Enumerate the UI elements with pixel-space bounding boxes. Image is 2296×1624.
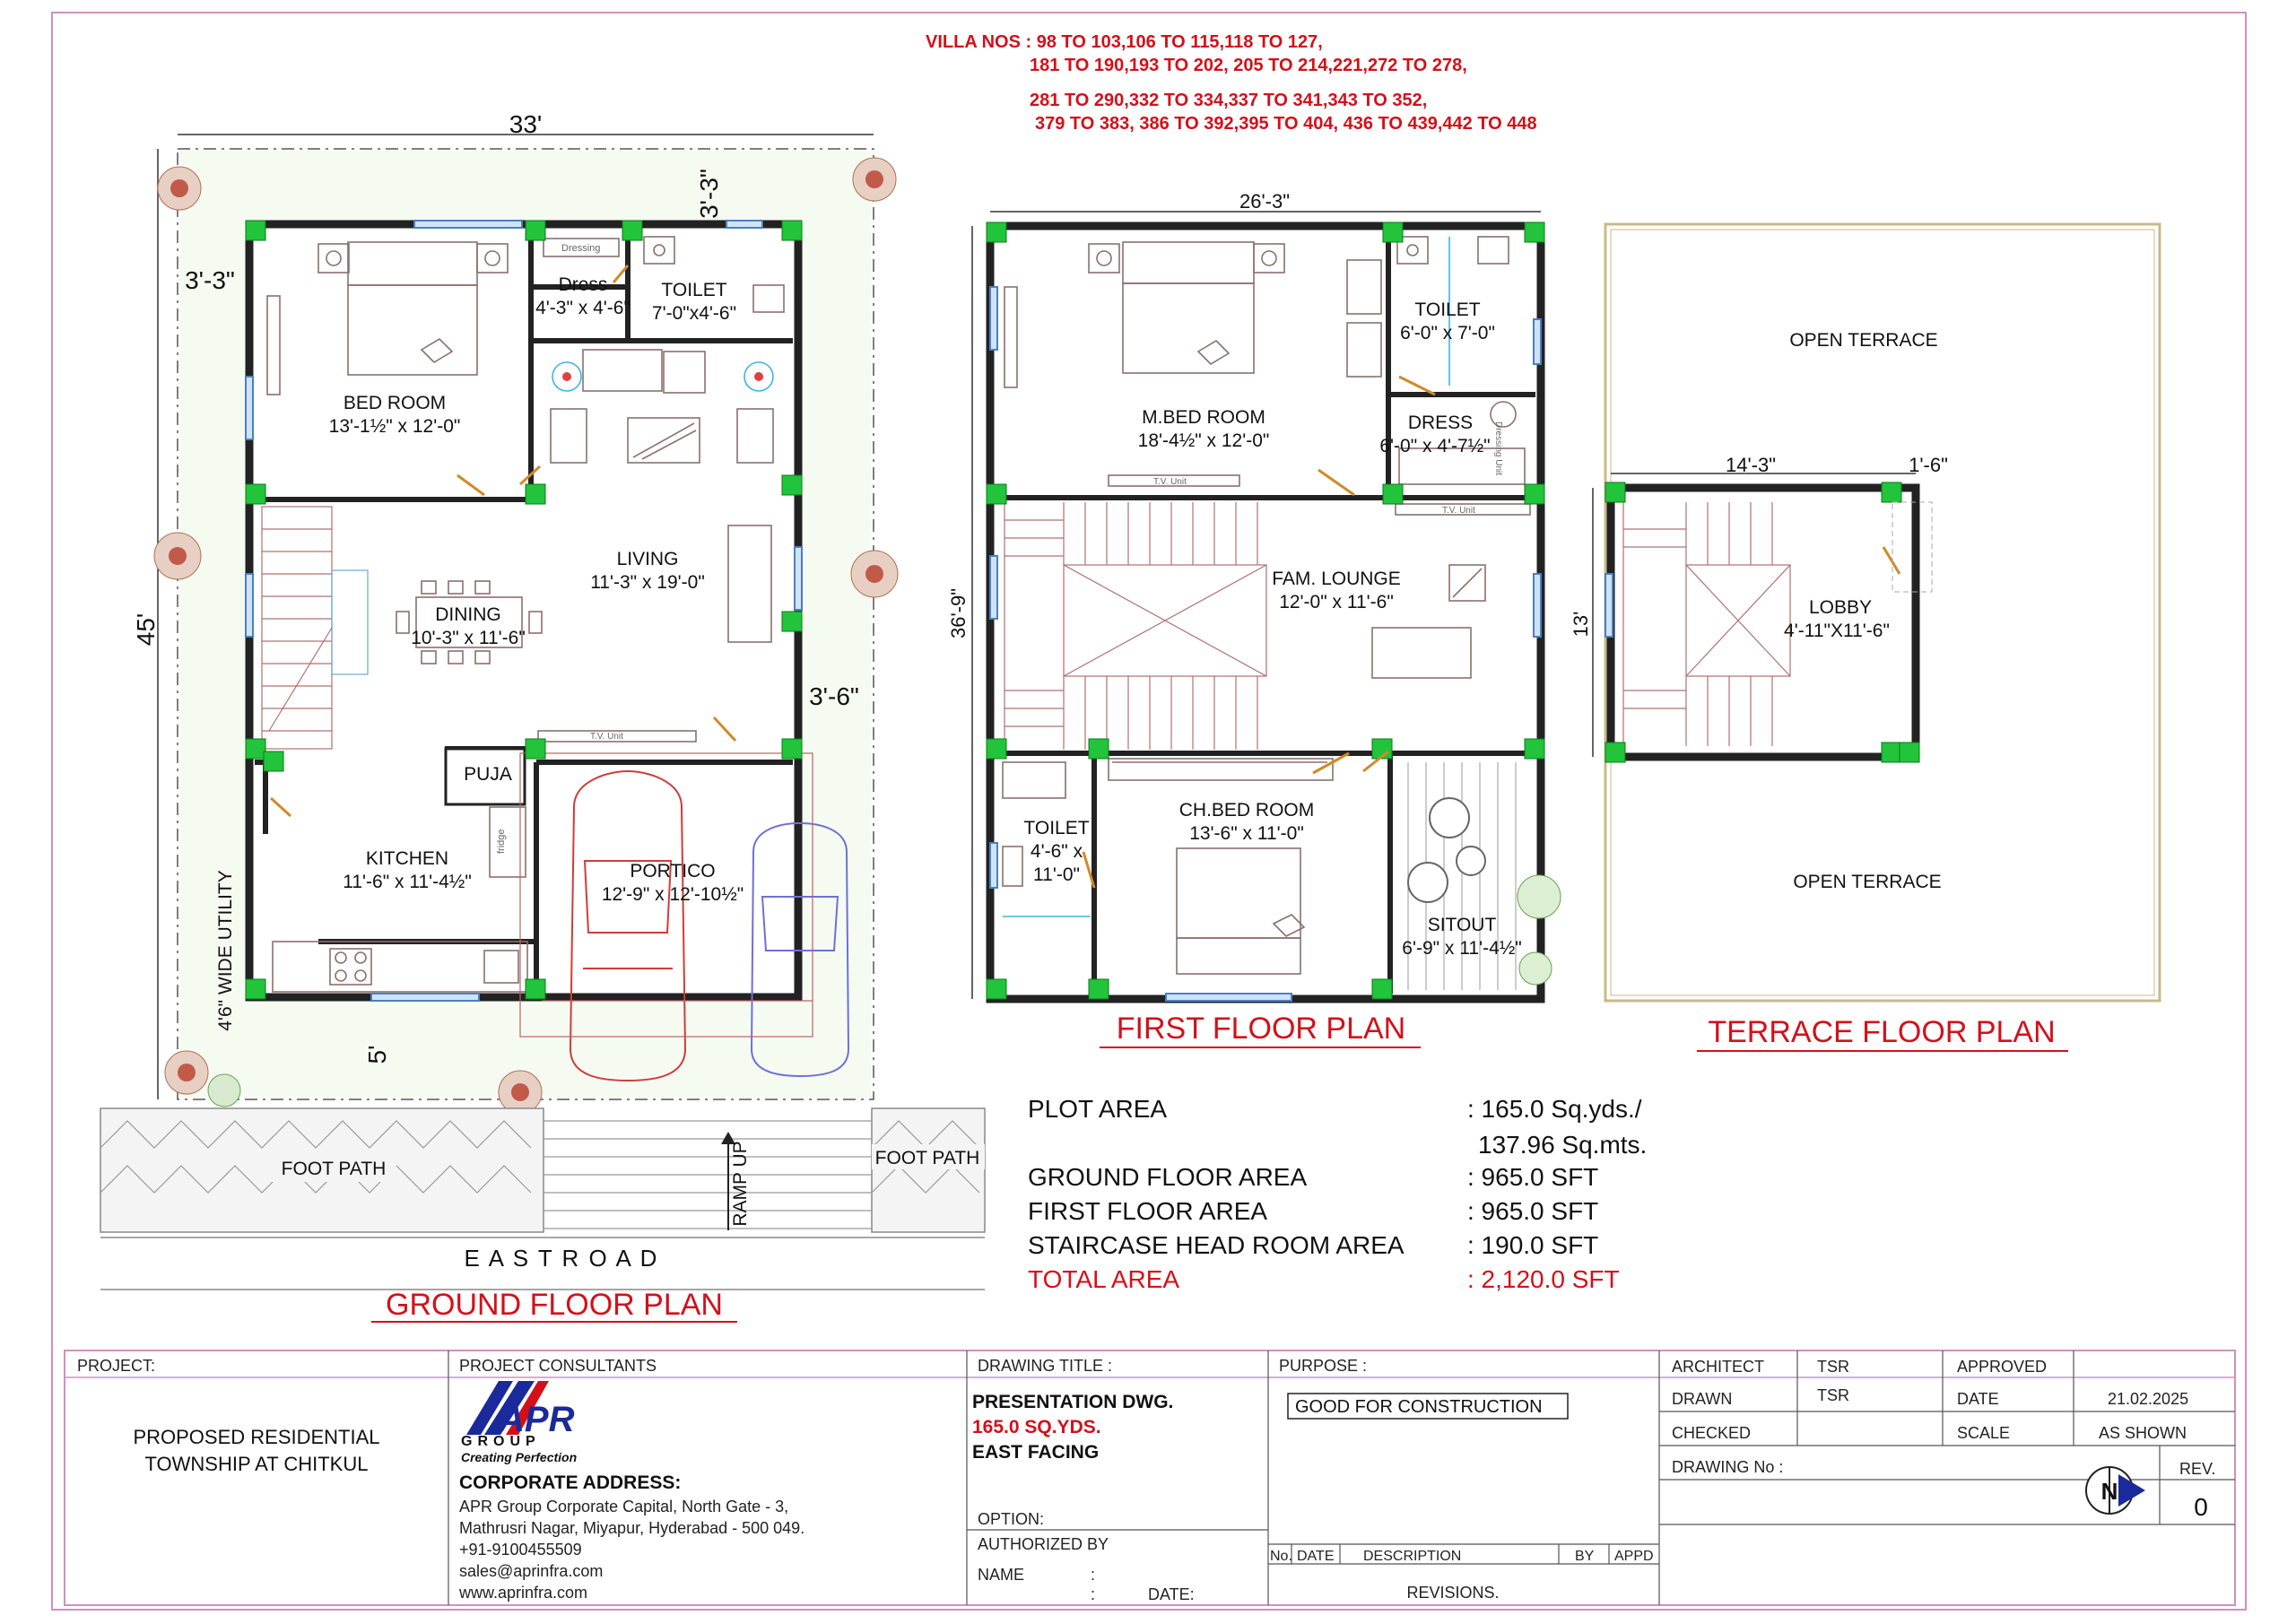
address-2: Mathrusri Nagar, Miyapur, Hyderabad - 500 049. bbox=[459, 1519, 805, 1537]
date-label: DATE: bbox=[1148, 1585, 1195, 1603]
approved-label: APPROVED bbox=[1957, 1358, 2048, 1376]
project-name-1: PROPOSED RESIDENTIAL bbox=[133, 1426, 380, 1448]
area-value: : 965.0 SFT bbox=[1467, 1163, 1599, 1191]
room-size: 11'-0" bbox=[1033, 864, 1080, 885]
rev-no-header: No. bbox=[1270, 1549, 1292, 1564]
gf-top-setback: 3'-3" bbox=[695, 169, 723, 219]
address-1: APR Group Corporate Capital, North Gate - 3, bbox=[459, 1498, 789, 1515]
gf-width-dim: 33' bbox=[509, 110, 543, 138]
room-size: 7'-0"x4'-6" bbox=[651, 303, 737, 324]
room-name: SITOUT bbox=[1427, 915, 1497, 935]
terrace-side-dim: 1'-6" bbox=[1909, 454, 1948, 476]
gf-tv-unit-label: T.V. Unit bbox=[590, 732, 623, 742]
rev-value: 0 bbox=[2194, 1493, 2208, 1521]
ff-width-dim: 26'-3" bbox=[1239, 190, 1291, 213]
project-label: PROJECT: bbox=[77, 1357, 156, 1375]
area-value: : 965.0 SFT bbox=[1467, 1197, 1599, 1225]
terrace-width-dim: 14'-3" bbox=[1725, 454, 1777, 476]
architect-value: TSR bbox=[1817, 1358, 1849, 1376]
room-name: LIVING bbox=[616, 549, 679, 569]
room-name: PORTICO bbox=[630, 861, 716, 881]
rev-date-header: DATE bbox=[1297, 1549, 1335, 1564]
room-size: 11'-3" x 19'-0" bbox=[590, 572, 705, 593]
room-name: DINING bbox=[435, 604, 501, 625]
drawn-label: DRAWN bbox=[1672, 1390, 1733, 1408]
purpose-value: GOOD FOR CONSTRUCTION bbox=[1295, 1397, 1543, 1417]
room-name: CH.BED ROOM bbox=[1178, 800, 1315, 821]
foot-path-paving bbox=[100, 1108, 985, 1232]
area-label: STAIRCASE HEAD ROOM AREA bbox=[1028, 1231, 1405, 1259]
room-name: BED ROOM bbox=[343, 393, 447, 413]
room-name: FAM. LOUNGE bbox=[1272, 569, 1401, 589]
gf-depth-dim: 45' bbox=[132, 612, 160, 647]
area-value-2: 137.96 Sq.mts. bbox=[1478, 1131, 1648, 1159]
room-size: 11'-6" x 11'-4½" bbox=[343, 872, 472, 892]
gf-front-setback: 5' bbox=[363, 1045, 391, 1064]
villa-numbers bbox=[926, 32, 1537, 134]
checked-label: CHECKED bbox=[1672, 1424, 1752, 1442]
area-statement bbox=[1028, 1095, 1647, 1293]
room-name: TOILET bbox=[1414, 300, 1481, 320]
dressing-label: Dressing bbox=[561, 243, 601, 254]
drawing-title-3: EAST FACING bbox=[972, 1442, 1100, 1463]
area-label-total: TOTAL AREA bbox=[1028, 1265, 1180, 1293]
room-size: 6'-9" x 11'-4½" bbox=[1402, 938, 1522, 959]
rev-label: REV. bbox=[2179, 1460, 2216, 1478]
lobby-name: LOBBY bbox=[1808, 597, 1873, 618]
purpose-label: PURPOSE : bbox=[1279, 1357, 1368, 1375]
room-size: 4'-3" x 4'-6" bbox=[535, 298, 631, 318]
drawing-title-label: DRAWING TITLE : bbox=[978, 1357, 1113, 1375]
area-label: PLOT AREA bbox=[1028, 1095, 1168, 1123]
ramp-label: RAMP UP bbox=[730, 1141, 751, 1227]
gf-right-setback: 3'-6" bbox=[809, 682, 859, 710]
lobby-size: 4'-11"X11'-6" bbox=[1784, 621, 1890, 641]
villa-line-1: VILLA NOS : 98 TO 103,106 TO 115,118 TO 127, bbox=[926, 32, 1323, 52]
apr-logo bbox=[461, 1381, 577, 1464]
project-name-2: TOWNSHIP AT CHITKUL bbox=[144, 1453, 369, 1475]
area-value-total: : 2,120.0 SFT bbox=[1467, 1265, 1620, 1293]
room-name: TOILET bbox=[661, 280, 727, 300]
area-label: FIRST FLOOR AREA bbox=[1028, 1197, 1268, 1225]
scale-label: SCALE bbox=[1957, 1424, 2011, 1442]
ff-plan-title: FIRST FLOOR PLAN bbox=[1116, 1012, 1406, 1046]
logo-main: APR bbox=[499, 1400, 575, 1439]
title-block bbox=[65, 1350, 2235, 1605]
fridge-label: fridge bbox=[496, 829, 507, 854]
villa-line-3: 281 TO 290,332 TO 334,337 TO 341,343 TO 352, bbox=[1030, 91, 1428, 110]
date-label-2: DATE bbox=[1957, 1390, 1999, 1408]
area-value: : 165.0 Sq.yds./ bbox=[1467, 1095, 1642, 1123]
ff-tv-unit-label-1: T.V. Unit bbox=[1153, 477, 1187, 487]
utility-label: 4'6" WIDE UTILITY bbox=[215, 870, 236, 1031]
revisions-label: REVISIONS. bbox=[1406, 1584, 1500, 1602]
open-terrace-top: OPEN TERRACE bbox=[1789, 330, 1938, 351]
room-size: 6'-0" x 4'-7½" bbox=[1379, 436, 1491, 456]
consultants-label: PROJECT CONSULTANTS bbox=[459, 1357, 657, 1375]
room-size: 12'-9" x 12'-10½" bbox=[601, 884, 744, 905]
room-size: 13'-1½" x 12'-0" bbox=[328, 416, 461, 437]
gf-plan-title: GROUND FLOOR PLAN bbox=[386, 1288, 723, 1322]
ff-dressing-unit-label: Dressing Unit bbox=[1493, 421, 1503, 476]
north-arrow-icon bbox=[2086, 1467, 2145, 1514]
date-value: 21.02.2025 bbox=[2108, 1390, 2189, 1408]
corporate-label: CORPORATE ADDRESS: bbox=[459, 1472, 682, 1493]
name-label: NAME bbox=[978, 1566, 1025, 1584]
gf-left-setback: 3'-3" bbox=[185, 266, 235, 294]
email: sales@aprinfra.com bbox=[459, 1562, 604, 1580]
open-terrace-bottom: OPEN TERRACE bbox=[1793, 872, 1942, 892]
drawing-title-2: 165.0 SQ.YDS. bbox=[972, 1417, 1101, 1437]
room-name: KITCHEN bbox=[365, 848, 449, 869]
ff-depth-dim: 36'-9" bbox=[947, 587, 970, 639]
room-size: 6'-0" x 7'-0" bbox=[1400, 323, 1495, 343]
room-size: 4'-6" x bbox=[1030, 841, 1083, 862]
authorized-label: AUTHORIZED BY bbox=[978, 1535, 1109, 1553]
foot-path-left-label: FOOT PATH bbox=[281, 1159, 387, 1179]
date-colon: : bbox=[1091, 1585, 1096, 1603]
room-name: TOILET bbox=[1023, 818, 1090, 838]
rev-appd-header: APPD bbox=[1614, 1549, 1654, 1564]
phone: +91-9100455509 bbox=[459, 1541, 582, 1559]
terrace-plan-title: TERRACE FLOOR PLAN bbox=[1708, 1015, 2056, 1049]
drawing-title-1: PRESENTATION DWG. bbox=[972, 1392, 1174, 1412]
option-label: OPTION: bbox=[978, 1510, 1045, 1528]
room-name: PUJA bbox=[464, 764, 512, 785]
drawing-no-label: DRAWING No : bbox=[1672, 1458, 1784, 1476]
north-letter: N bbox=[2100, 1478, 2118, 1505]
room-name: M.BED ROOM bbox=[1142, 407, 1265, 428]
website: www.aprinfra.com bbox=[459, 1584, 588, 1602]
villa-line-2: 181 TO 190,193 TO 202, 205 TO 214,221,272 TO 278, bbox=[1030, 56, 1467, 75]
scale-value: AS SHOWN bbox=[2099, 1424, 2187, 1442]
villa-line-4: 379 TO 383, 386 TO 392,395 TO 404, 436 TO 439,442 TO 448 bbox=[1035, 114, 1537, 134]
drawn-value: TSR bbox=[1817, 1386, 1849, 1404]
room-size: 12'-0" x 11'-6" bbox=[1279, 592, 1394, 612]
ground-floor-plan bbox=[100, 110, 985, 1322]
name-colon: : bbox=[1091, 1566, 1096, 1584]
room-size: 10'-3" x 11'-6" bbox=[411, 628, 526, 648]
rev-by-header: BY bbox=[1575, 1549, 1595, 1564]
road-label: E A S T R O A D bbox=[464, 1245, 659, 1272]
logo-sub: GROUP bbox=[461, 1434, 541, 1449]
room-name: Dress bbox=[558, 274, 608, 295]
room-size: 13'-6" x 11'-0" bbox=[1189, 823, 1304, 844]
area-value: : 190.0 SFT bbox=[1467, 1231, 1599, 1259]
area-label: GROUND FLOOR AREA bbox=[1028, 1163, 1308, 1191]
architect-label: ARCHITECT bbox=[1672, 1358, 1764, 1376]
terrace-floor-plan bbox=[1570, 224, 2160, 1051]
terrace-depth-dim: 13' bbox=[1570, 611, 1592, 638]
room-name: DRESS bbox=[1407, 413, 1474, 433]
rev-desc-header: DESCRIPTION bbox=[1363, 1549, 1462, 1564]
foot-path-right-label: FOOT PATH bbox=[874, 1148, 980, 1168]
room-size: 18'-4½" x 12'-0" bbox=[1137, 430, 1270, 451]
ramp bbox=[544, 1121, 872, 1230]
first-floor-plan bbox=[947, 190, 1561, 1047]
logo-tagline: Creating Perfection bbox=[461, 1450, 578, 1464]
ff-tv-unit-label-2: T.V. Unit bbox=[1442, 506, 1475, 516]
terrace-window bbox=[1605, 574, 1613, 637]
